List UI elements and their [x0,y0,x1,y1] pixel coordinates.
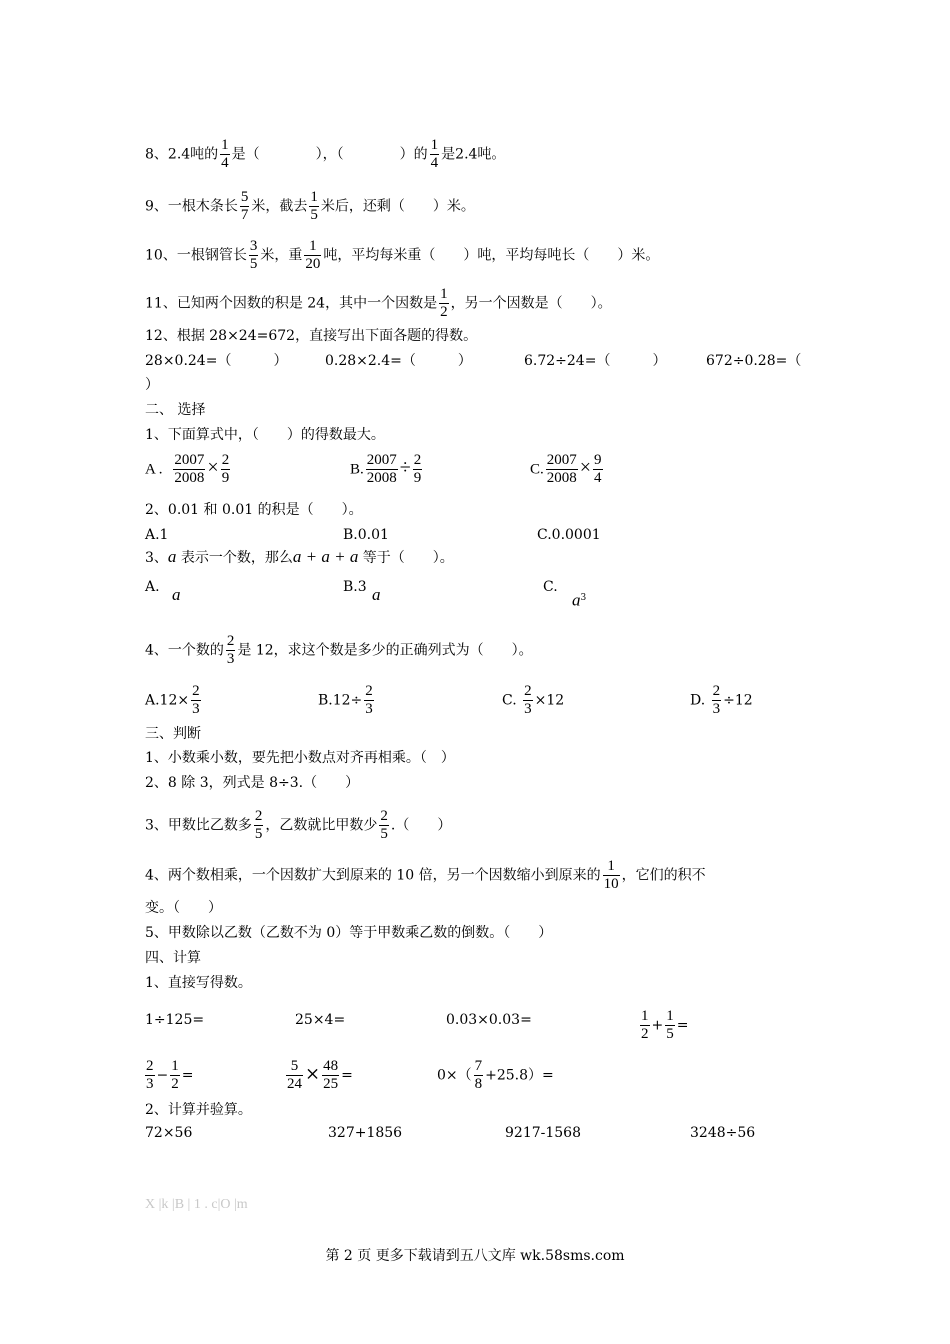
fraction: $\frac{2}{5}$ [254,808,263,842]
q12-item-1: 28×0.24=（ ） [145,353,288,369]
choice-q1-option-b: B. $\frac{2007}{2008}$ ÷ $\frac{2}{9}$ [350,452,422,486]
fraction: $\frac{1}{2}$ [171,1058,179,1092]
judge-q5: 5、甲数除以乙数（乙数不为 0）等于甲数乘乙数的倒数。（ ） [145,925,553,941]
fraction: $\frac{2}{3}$ [524,683,532,717]
calc-r2-b: $\frac{5}{24}$ × $\frac{48}{25}$ = [287,1058,353,1092]
section-judge-heading: 三、判断 [145,726,201,742]
fraction: $\frac{3}{5}$ [249,238,258,272]
choice-q4: 4、一个数的 $\frac{2}{3}$ 是 12，求这个数是多少的正确列式为（ ）。 [145,633,533,667]
fraction: $\frac{1}{2}$ [440,286,448,320]
calc-q1: 1、直接写得数。 [145,975,252,991]
choice-q4-option-a: A.12× $\frac{2}{3}$ [145,683,200,717]
q9-text-b: 米，截去 [251,198,308,215]
q9-text-c: 米后，还剩（ ）米。 [320,198,475,215]
fraction: $\frac{2}{3}$ [712,683,721,717]
q10-text-b: 米，重 [260,247,303,264]
fraction: $\frac{5}{7}$ [240,189,249,223]
fraction: $\frac{2}{3}$ [226,633,235,667]
fraction: $\frac{9}{4}$ [594,452,602,486]
choice-q3-option-b: B.3 [343,579,367,595]
choice-q4-option-b: B.12÷ $\frac{2}{3}$ [318,683,373,717]
calc-r1-b: 25×4= [295,1012,346,1028]
judge-q1: 1、小数乘小数，要先把小数点对齐再相乘。（ ） [145,750,455,766]
choice-q2-option-b: B.0.01 [343,527,389,543]
calc-r1-d: $\frac{1}{2}$ + $\frac{1}{5}$ = [641,1008,689,1042]
fraction: $\frac{1}{5}$ [310,189,318,223]
fraction: $\frac{5}{24}$ [287,1058,302,1092]
calc-r3-c: 9217-1568 [505,1125,581,1141]
q8-text-a: 8、2.4吨的 [145,146,219,163]
calc-q2: 2、计算并验算。 [145,1102,252,1118]
q8-text-c: 是2.4吨。 [441,146,506,163]
fraction: $\frac{1}{20}$ [305,238,321,272]
fraction: $\frac{2}{3}$ [365,683,373,717]
question-8 [145,137,505,172]
fraction: $\frac{2}{9}$ [221,452,230,486]
question-9 [145,189,475,224]
fraction: $\frac{1}{4}$ [221,137,229,171]
q11-text-a: 11、已知两个因数的积是 24，其中一个因数是 [145,295,438,312]
fraction: $\frac{1}{5}$ [666,1008,674,1042]
fraction: $\frac{2}{5}$ [380,808,388,842]
q12-tail: ） [145,377,159,393]
calc-r3-b: 327+1856 [328,1125,403,1141]
q8-text-b: 是（ ），（ ）的 [231,146,428,163]
q9-text-a: 9、一根木条长 [145,198,238,215]
calc-r1-c: 0.03×0.03= [446,1012,532,1028]
fraction: $\frac{2}{3}$ [146,1058,154,1092]
choice-q1-option-c: C. $\frac{2007}{2008}$ × $\frac{9}{4}$ [530,452,602,486]
choice-q3: 3、a 表示一个数，那么a + a + a 等于（ ）。 [145,547,454,566]
judge-q4: 4、两个数相乘，一个因数扩大到原来的 10 倍，另一个因数缩小到原来的 $\frac{1}{10}$ ，它们的积不 [145,858,706,892]
choice-q3-option-a-var: a [172,585,181,604]
choice-q2: 2、0.01 和 0.01 的积是（ ）。 [145,502,363,518]
choice-q3-option-c: C. [543,579,558,595]
fraction: $\frac{2007}{2008}$ [366,452,397,486]
section-calc-heading: 四、计算 [145,950,201,966]
choice-q3-option-b-var: a [372,585,381,604]
q12-item-2: 0.28×2.4=（ ） [325,353,472,369]
fraction: $\frac{2}{9}$ [413,452,422,486]
watermark: X |k |B | 1 . c|O |m [145,1197,248,1212]
q12-item-4: 672÷0.28=（ [706,353,802,369]
fraction: $\frac{1}{4}$ [430,137,439,171]
q10-text-a: 10、一根钢管长 [145,247,247,264]
judge-q3: 3、甲数比乙数多 $\frac{2}{5}$ ，乙数就比甲数少 $\frac{2}{5}$ .（ ） [145,808,452,842]
calc-r2-a: $\frac{2}{3}$ − $\frac{1}{2}$ = [146,1058,194,1092]
q12-item-3: 6.72÷24=（ ） [524,353,667,369]
choice-q4-option-c: C. $\frac{2}{3}$ ×12 [502,683,565,717]
fraction: $\frac{1}{2}$ [641,1008,649,1042]
page-footer: 第 2 页 更多下载请到五八文库 wk.58sms.com [325,1248,625,1264]
choice-q2-option-c: C.0.0001 [537,527,601,543]
judge-q2: 2、8 除 3，列式是 8÷3.（ ） [145,775,360,791]
calc-r1-a: 1÷125= [145,1012,205,1028]
question-10 [145,238,659,273]
fraction: $\frac{48}{25}$ [323,1058,339,1092]
fraction: $\frac{2}{3}$ [192,683,200,717]
fraction: $\frac{2007}{2008}$ [174,452,205,486]
fraction: $\frac{7}{8}$ [474,1058,483,1092]
section-choice-heading: 二、 选择 [145,402,206,418]
choice-q2-option-a: A.1 [145,527,169,543]
question-12: 12、根据 28×24=672，直接写出下面各题的得数。 [145,328,478,344]
choice-q1-option-a: A . $\frac{2007}{2008}$ × $\frac{2}{9}$ [145,452,230,486]
calc-r3-a: 72×56 [145,1125,193,1141]
choice-q4-option-d: D. $\frac{2}{3}$ ÷12 [690,683,753,717]
choice-q1: 1、下面算式中，（ ）的得数最大。 [145,427,385,443]
calc-r2-c: 0×（ $\frac{7}{8}$ +25.8）= [437,1058,554,1092]
q11-text-c: ，另一个因数是（ ）。 [450,295,612,312]
choice-q3-option-c-var: $a^3$ [572,590,587,610]
question-11 [145,286,612,321]
q10-text-c: 吨，平均每米重（ ）吨，平均每吨长（ ）米。 [323,247,660,264]
choice-q3-option-a: A. [145,579,160,595]
calc-r3-d: 3248÷56 [690,1125,756,1141]
fraction: $\frac{1}{10}$ [603,858,619,892]
judge-q4-cont: 变。（ ） [145,900,222,916]
fraction: $\frac{2007}{2008}$ [546,452,577,486]
